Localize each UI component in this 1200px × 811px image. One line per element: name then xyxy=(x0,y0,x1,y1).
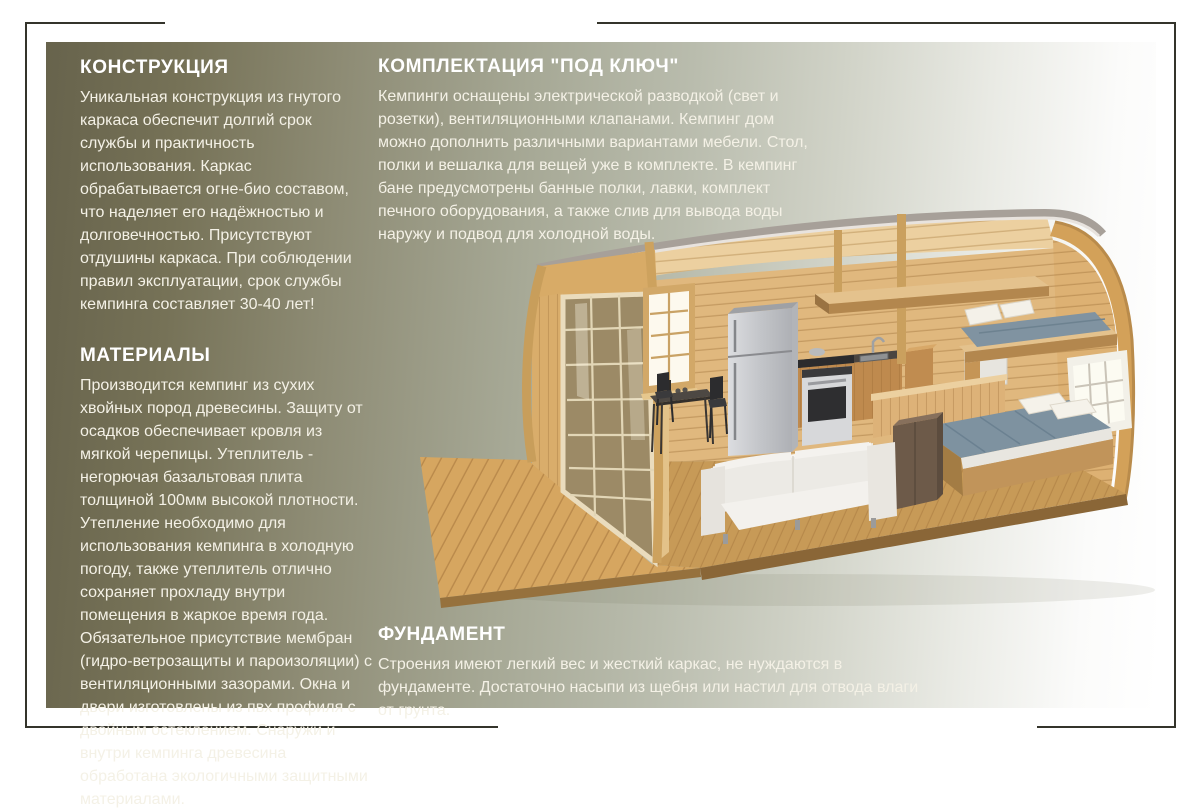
package-title: КОМПЛЕКТАЦИЯ "ПОД КЛЮЧ" xyxy=(378,56,679,77)
foundation-body: Строения имеют легкий вес и жесткий каркас, не нуждаются в фундаменте. Достаточно насыпи из щебня или настил для отвода влаги от грунта. xyxy=(378,656,919,719)
frame-bottom-right-segment xyxy=(1037,726,1176,728)
construction-body: Уникальная конструкция из гнутого каркаса обеспечит долгий срок службы и практичность использования. Каркас обрабатывается огне-био составом, что наделяет его надёжностью и долговечностью. Присутствуют отдушины каркаса. При соблюдении правил эксплуатации, срок службы кемпинга составляет 30-40 лет! xyxy=(80,89,352,313)
foundation-section xyxy=(378,624,923,722)
construction-title: КОНСТРУКЦИЯ xyxy=(80,57,229,78)
frame-top-left-segment xyxy=(25,22,165,24)
fridge xyxy=(728,302,798,456)
materials-section xyxy=(80,345,373,811)
frame-left xyxy=(25,22,27,728)
construction-section xyxy=(80,57,373,316)
console-desk xyxy=(893,412,943,510)
left-column xyxy=(80,57,373,811)
foundation-title: ФУНДАМЕНТ xyxy=(378,624,506,645)
materials-title: МАТЕРИАЛЫ xyxy=(80,345,211,366)
frame-top-right-segment xyxy=(597,22,1176,24)
materials-body: Производится кемпинг из сухих хвойных пород древесины. Защиту от осадков обеспечивает кровля из мягкой черепицы. Утеплитель - негорючая базальтовая плита толщиной 100мм высокой плотности. Утепление необходимо для использования кемпинга в холодную погоду, также утеплитель отлично сохраняет прохладу внутри помещения в жаркое время года. Обязательное присутствие мембран (гидро-ветрозащиты и пароизоляции) с вентиляционными зазорами. Окна и двери изготовлены из пвх профиля с двойным остеклением. Снаружи и внутри кемпинга древесина обработана экологичными защитными материалами. xyxy=(80,377,372,808)
frame-right xyxy=(1174,22,1176,728)
package-body: Кемпинги оснащены электрической разводкой (свет и розетки), вентиляционными клапанами. Кемпинг дом можно дополнить различными вариантами мебели. Стол, полки и вешалка для вещей уже в комплекте. В кемпинг бане предусмотрены банные полки, лавки, комплект печного оборудования, а также слив для вывода воды наружу и подвод для холодной воды. xyxy=(378,88,808,243)
cabin-cutaway-illustration xyxy=(405,200,1155,630)
